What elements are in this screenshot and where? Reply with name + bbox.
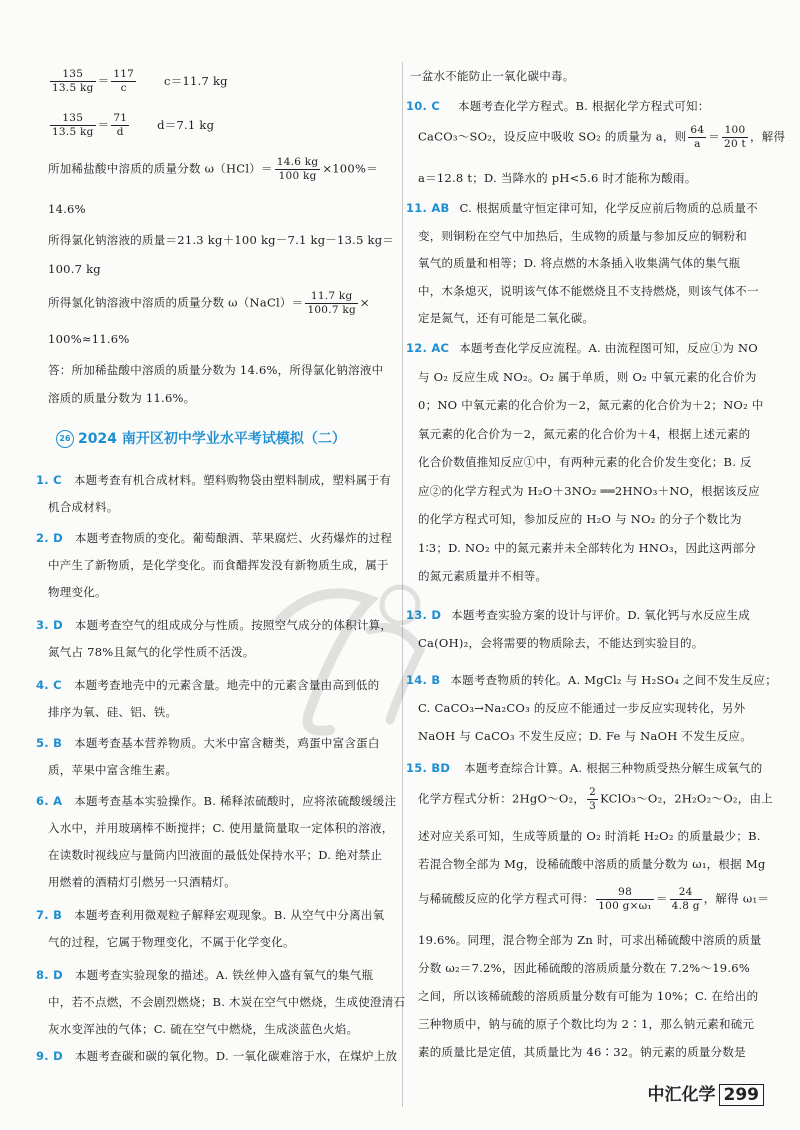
answer-item-8: 8. D 本题考查实验现象的描述。A. 铁丝伸入盛有氧气的集气瓶 xyxy=(36,968,374,982)
answer-item-line: 氧元素的化合价为－2，氮元素的化合价为＋4，根据上述元素的 xyxy=(418,426,751,441)
section-title: 2024 南开区初中学业水平考试模拟（二） xyxy=(78,431,346,447)
answer-item-line: 与 O₂ 反应生成 NO₂。O₂ 属于单质，则 O₂ 中氧元素的化合价为 xyxy=(418,369,757,384)
answer-item-15: 15. BD 本题考查综合计算。A. 根据三种物质受热分解生成氧气的 xyxy=(406,761,763,775)
answer-item-line: 氮气占 78%且氮气的化学性质不活泼。 xyxy=(48,645,255,659)
item-number: 2. D xyxy=(36,531,63,545)
answer-item-1: 1. C 本题考查有机合成材料。塑料购物袋由塑料制成，塑料属于有 xyxy=(36,473,392,487)
continued-text: 一盆水不能防止一氧化碳中毒。 xyxy=(410,69,575,83)
answer-item-line: 的氮元素质量并不相等。 xyxy=(418,569,548,583)
item-number: 7. B xyxy=(36,908,63,922)
watermark-logo xyxy=(250,560,460,750)
nacl-fraction-line: 所得氯化钠溶液中溶质的质量分数 ω（NaCl）＝ $\frac{11.7 kg}{100.7 kg}$ × xyxy=(48,290,370,316)
answer-item-line: 中，木条熄灭，说明该气体不能燃烧且不支持燃烧，则该气体不一 xyxy=(418,283,759,298)
fraction: $\frac{14.6 kg}{100 kg}$ xyxy=(276,156,319,182)
footer-brand: 中汇化学 xyxy=(647,1085,716,1105)
answer-item-line: 质，苹果中富含维生素。 xyxy=(48,763,178,777)
item-number: 5. B xyxy=(36,736,63,750)
answer-item-5: 5. B 本题考查基本营养物质。大米中富含糖类，鸡蛋中富含蛋白 xyxy=(36,736,380,750)
answer-line-1: 答：所加稀盐酸中溶质的质量分数为 14.6%，所得氯化钠溶液中 xyxy=(48,363,384,377)
answer-item-line: 用燃着的酒精灯引燃另一只酒精灯。 xyxy=(48,875,236,889)
answer-item-15-line: 若混合物全部为 Mg，设稀硫酸中溶质的质量分数为 ω₁，根据 Mg xyxy=(418,857,766,871)
answer-item-line: C. CaCO₃→Na₂CO₃ 的反应不能通过一步反应实现转化，另外 xyxy=(418,701,746,715)
fraction: $\frac{98}{\text{100 g×ω₁}}$ xyxy=(598,886,652,912)
item-number: 11. AB xyxy=(406,201,450,215)
page-footer xyxy=(648,1080,765,1106)
equation-d: $\frac{135}{13.5 kg}$ ＝ $\frac{71}{d}$ d＝7.1 kg xyxy=(52,112,215,138)
answer-item-6: 6. A 本题考查基本实验操作。B. 稀释浓硫酸时，应将浓硫酸缓缓注 xyxy=(36,794,397,808)
answer-line-2: 溶质的质量分数为 11.6%。 xyxy=(48,391,196,405)
answer-item-line: 气的过程，它属于物理变化，不属于化学变化。 xyxy=(48,935,295,949)
answer-item-line: 素的质量比是定值，其质量比为 46∶32。钠元素的质量分数是 xyxy=(418,1045,746,1059)
hcl-fraction-line: 所加稀盐酸中溶质的质量分数 ω（HCl）＝ $\frac{14.6 kg}{100 kg}$ ×100%＝ xyxy=(48,156,378,182)
item-number: 8. D xyxy=(36,968,63,982)
answer-item-7: 7. B 本题考查利用微观粒子解释宏观现象。B. 从空气中分离出氧 xyxy=(36,908,385,922)
answer-item-first-line: 12. AC 本题考查化学反应流程。A. 由流程图可知，反应①为 NO xyxy=(406,341,758,355)
answer-item-10-line: a＝12.8 t；D. 当降水的 pH<5.6 时才能称为酸雨。 xyxy=(418,171,697,185)
answer-item-2: 2. D 本题考查物质的变化。葡萄酿酒、苹果腐烂、火药爆炸的过程 xyxy=(36,531,393,545)
answer-item-line: 0；NO 中氧元素的化合价为－2，氮元素的化合价为＋2；NO₂ 中 xyxy=(418,398,764,412)
fraction: $\frac{2}{3}$ xyxy=(589,786,597,812)
item-number: 3. D xyxy=(36,618,63,632)
fraction: $\frac{24}{4.8 g}$ xyxy=(671,886,700,912)
answer-item-9: 9. D 本题考查碳和碳的氧化物。D. 一氧化碳难溶于水，在煤炉上放 xyxy=(36,1049,398,1063)
item-number: 4. C xyxy=(36,678,62,692)
item-number: 9. D xyxy=(36,1049,63,1063)
answer-item-line: 19.6%。同理，混合物全部为 Zn 时，可求出稀硫酸中溶质的质量 xyxy=(418,933,762,947)
equation-c: $\frac{135}{13.5 kg}$ ＝ $\frac{117}{c}$ c＝11.7 kg xyxy=(52,68,228,94)
section-heading xyxy=(56,428,346,448)
solution-mass-result: 100.7 kg xyxy=(48,262,101,276)
answer-item-3: 3. D 本题考查空气的组成成分与性质。按照空气成分的体积计算， xyxy=(36,618,393,632)
answer-item-line: 分数 ω₂＝7.2%，因此稀硫酸的溶质质量分数在 7.2%～19.6% xyxy=(418,961,751,975)
answer-item-line: 入水中，并用玻璃棒不断搅拌；C. 使用量筒量取一定体积的溶液， xyxy=(48,821,394,835)
answer-item-line: Ca(OH)₂，会将需要的物质除去，不能达到实验目的。 xyxy=(418,636,704,650)
answer-item-line: 机合成材料。 xyxy=(48,500,119,514)
answer-item-line: 物理变化。 xyxy=(48,585,107,599)
fraction: $\frac{64}{a}$ xyxy=(690,124,705,150)
answer-item-line: 中，若不点燃，不会剧烈燃烧；B. 木炭在空气中燃烧，生成使澄清石 xyxy=(48,995,406,1009)
answer-item-line: 排序为氧、硅、铝、铁。 xyxy=(48,705,178,719)
answer-item-line: NaOH 与 CaCO₃ 不发生反应；D. Fe 与 NaOH 不发生反应。 xyxy=(418,729,752,743)
item-number: 6. A xyxy=(36,794,63,808)
answer-item-15-equation: 与稀硫酸反应的化学方程式可得： $\frac{98}{\text{100 g×ω₁}}$ ＝ $\frac{24}{4.8 g}$ ，解得 ω₁＝ xyxy=(418,886,770,912)
answer-item-15-line: 述对应关系可知，生成等质量的 O₂ 时消耗 H₂O₂ 的质量最少；B. xyxy=(418,829,761,843)
answer-item-first-line: 13. D 本题考查实验方案的设计与评价。D. 氧化钙与水反应生成 xyxy=(406,608,751,622)
item-number: 1. C xyxy=(36,473,62,487)
answer-item-10-equation: CaCO₃～SO₂，设反应中吸收 SO₂ 的质量为 a，则 $\frac{64}{a}$ ＝ $\frac{100}{20 t}$ ，解得 xyxy=(418,124,786,150)
answer-item-15-line: 化学方程式分析：2HgO～O₂， $\frac{2}{3}$ KClO₃～O₂，2H₂O₂～O₂，由上 xyxy=(418,786,773,812)
solution-mass: 所得氯化钠溶液的质量＝21.3 kg＋100 kg－7.1 kg－13.5 kg＝ xyxy=(48,233,395,247)
answer-item-line: 氧气的质量和相等；D. 将点燃的木条插入收集满气体的集气瓶 xyxy=(418,256,741,270)
item-number: 14. B xyxy=(406,673,441,687)
item-number: 12. AC xyxy=(406,341,450,355)
answer-item-line: 化合价数值推知反应①中，有两种元素的化合价发生变化；B. 反 xyxy=(418,455,752,469)
hcl-result: 14.6% xyxy=(48,202,86,216)
fraction: $\frac{117}{c}$ xyxy=(113,68,135,94)
section-number-badge: 26 xyxy=(56,430,74,448)
fraction: $\frac{135}{13.5 kg}$ xyxy=(52,112,94,138)
answer-item-line: 的化学方程式可知，参加反应的 H₂O 与 NO₂ 的分子个数比为 xyxy=(418,512,742,526)
fraction: $\frac{71}{d}$ xyxy=(113,112,128,138)
answer-item-line: 三种物质中，钠与硫的原子个数比均为 2∶1，那么钠元素和硫元 xyxy=(418,1017,755,1031)
item-number: 13. D xyxy=(406,608,442,622)
fraction: $\frac{100}{20 t}$ xyxy=(724,124,746,150)
answer-item-line: 灰水变浑浊的气体；C. 硫在空气中燃烧，生成淡蓝色火焰。 xyxy=(48,1022,359,1036)
answer-item-first-line: 11. AB C. 根据质量守恒定律可知，化学反应前后物质的总质量不 xyxy=(406,201,758,215)
fraction: $\frac{11.7 kg}{100.7 kg}$ xyxy=(307,290,356,316)
answer-item-line: 定是氮气，还有可能是二氧化碳。 xyxy=(418,311,595,325)
column-divider xyxy=(402,62,403,1107)
nacl-result: 100%≈11.6% xyxy=(48,332,130,346)
answer-item-line: 1∶3；D. NO₂ 中的氮元素并未全部转化为 HNO₃，因此这两部分 xyxy=(418,540,757,555)
answer-item-line: 变，则铜粉在空气中加热后，生成物的质量与参加反应的铜粉和 xyxy=(418,228,747,243)
page-number: 299 xyxy=(719,1084,765,1106)
answer-item-10: 10. C 本题考查化学方程式。B. 根据化学方程式可知： xyxy=(406,99,710,113)
answer-item-first-line: 14. B 本题考查物质的转化。A. MgCl₂ 与 H₂SO₄ 之间不发生反应； xyxy=(406,673,778,687)
answer-item-line: 中产生了新物质，是化学变化。而食醋挥发没有新物质生成，属于 xyxy=(48,558,389,572)
answer-item-line: 应②的化学方程式为 H₂O＋3NO₂ ══2HNO₃＋NO，根据该反应 xyxy=(418,483,760,498)
answer-item-line: 之间，所以该稀硫酸的溶质质量分数有可能为 10%；C. 在给出的 xyxy=(418,989,759,1003)
answer-item-4: 4. C 本题考查地壳中的元素含量。地壳中的元素含量由高到低的 xyxy=(36,678,380,692)
answer-item-line: 在读数时视线应与量筒内凹液面的最低处保持水平；D. 绝对禁止 xyxy=(48,848,383,862)
fraction: $\frac{135}{13.5 kg}$ xyxy=(52,68,94,94)
